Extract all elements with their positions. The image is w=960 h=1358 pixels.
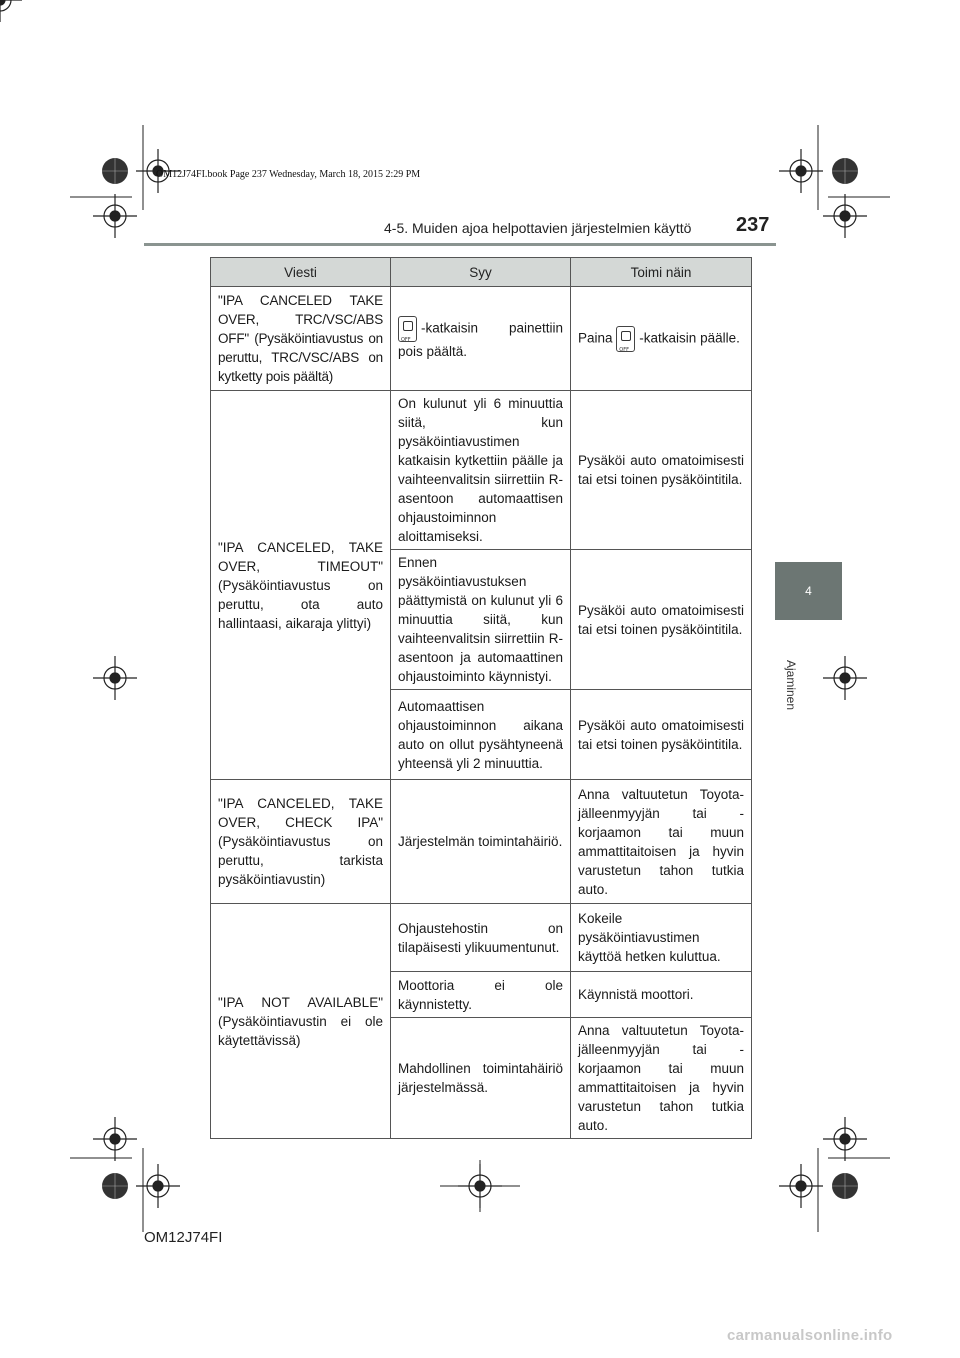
header-action: Toimi näin bbox=[571, 258, 752, 287]
page-number: 237 bbox=[736, 214, 770, 236]
chapter-tab: 4 bbox=[775, 562, 842, 620]
action-cell: Pysäköi auto omatoimisesti tai etsi toinen pysäköintitila. bbox=[571, 391, 752, 550]
action-text-before: Paina bbox=[578, 330, 613, 346]
cause-cell: Järjestelmän toimintahäiriö. bbox=[391, 780, 571, 904]
cause-text: -katkaisin painettiin pois päältä. bbox=[398, 320, 563, 359]
chapter-name-text: Ajaminen bbox=[784, 660, 798, 711]
cause-cell: Ennen pysäköintiavustuksen päättymistä on kulunut yli 6 minuuttia siitä, kun vaihteenvalitsin siirrettiin R-asentoon ja automaattinen ohjaustoiminto käynnistyi. bbox=[391, 550, 571, 690]
action-cell: Käynnistä moottori. bbox=[571, 972, 752, 1018]
table-row bbox=[211, 780, 752, 904]
message-cell: "IPA NOT AVAILABLE" (Pysäköintiavustin ei ole käytettävissä) bbox=[211, 904, 391, 1139]
action-cell: Pysäköi auto omatoimisesti tai etsi toinen pysäköintitila. bbox=[571, 550, 752, 690]
table-header-row bbox=[211, 258, 752, 287]
book-info: OM12J74FI.book Page 237 Wednesday, March 18, 2015 2:29 PM bbox=[156, 169, 421, 180]
message-cell: "IPA CANCELED, TAKE OVER, TIMEOUT" (Pysäköintiavustus on peruttu, ota auto hallintaasi, aikaraja ylittyi) bbox=[211, 391, 391, 780]
section-title: 4-5. Muiden ajoa helpottavien järjestelmien käyttö bbox=[384, 220, 692, 236]
action-text-after: -katkaisin päälle. bbox=[639, 330, 740, 346]
message-cell: "IPA CANCELED TAKE OVER, TRC/VSC/ABS OFF" (Pysäköintiavustus on peruttu, TRC/VSC/ABS on kytketty pois päältä) bbox=[211, 287, 391, 391]
ipa-off-switch-icon bbox=[398, 316, 417, 342]
document-code: OM12J74FI bbox=[144, 1229, 223, 1246]
table-row bbox=[211, 904, 752, 972]
cause-cell: Moottoria ei ole käynnistetty. bbox=[391, 972, 571, 1018]
table-row bbox=[211, 287, 752, 391]
action-cell bbox=[571, 287, 752, 391]
message-cell: "IPA CANCELED, TAKE OVER, CHECK IPA" (Pysäköintiavustus on peruttu, tarkista pysäköintiavustin) bbox=[211, 780, 391, 904]
cause-cell: On kulunut yli 6 minuuttia siitä, kun pysäköintiavustimen katkaisin kytkettiin päälle ja vaihteenvalitsin siirrettiin R-asentoon automaattisen ohjaustoiminnon aloittamiseksi. bbox=[391, 391, 571, 550]
cause-cell: Automaattisen ohjaustoiminnon aikana auto on ollut pysähtyneenä yhteensä yli 2 minuuttia. bbox=[391, 690, 571, 780]
action-cell: Kokeile pysäköintiavustimen käyttöä hetken kuluttua. bbox=[571, 904, 752, 972]
header-message: Viesti bbox=[211, 258, 391, 287]
cause-cell: Mahdollinen toimintahäiriö järjestelmässä. bbox=[391, 1018, 571, 1139]
header-cause: Syy bbox=[391, 258, 571, 287]
action-cell: Pysäköi auto omatoimisesti tai etsi toinen pysäköintitila. bbox=[571, 690, 752, 780]
table-row bbox=[211, 391, 752, 550]
watermark: carmanualsonline.info bbox=[727, 1327, 893, 1344]
header-rule bbox=[144, 243, 776, 246]
chapter-name bbox=[774, 660, 814, 730]
cause-cell bbox=[391, 287, 571, 391]
action-cell: Anna valtuutetun Toyota-jälleenmyyjän tai -korjaamon tai muun ammattitaitoisen ja hyvin varustetun tahon tutkia auto. bbox=[571, 780, 752, 904]
ipa-off-switch-icon bbox=[616, 326, 635, 352]
message-table bbox=[210, 257, 752, 1139]
cause-cell: Ohjaustehostin on tilapäisesti ylikuumentunut. bbox=[391, 904, 571, 972]
action-cell: Anna valtuutetun Toyota-jälleenmyyjän tai -korjaamon tai muun ammattitaitoisen ja hyvin varustetun tahon tutkia auto. bbox=[571, 1018, 752, 1139]
